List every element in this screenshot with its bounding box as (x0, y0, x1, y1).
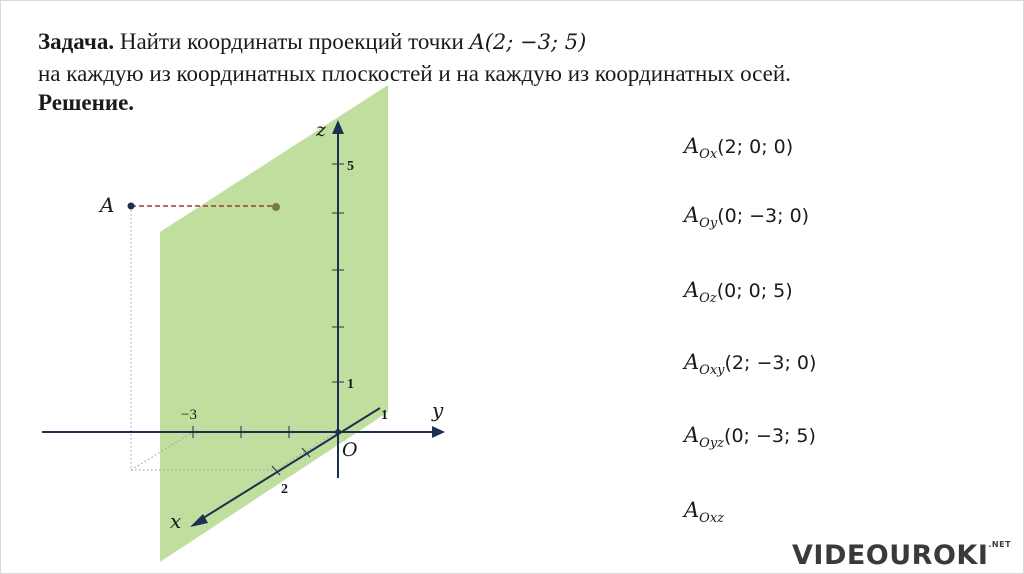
answer-ox (684, 134, 793, 162)
answer-oyz (684, 423, 816, 451)
answer-subscript: Oy (699, 215, 718, 231)
y-axis-arrow-icon (432, 426, 445, 438)
tick-label-neg3: −3 (181, 407, 197, 423)
logo-text: VIDEOUROKI (792, 540, 989, 571)
origin-point (335, 429, 341, 435)
answer-coords: (0; −3; 0) (717, 205, 810, 227)
answer-oz (684, 278, 793, 306)
axis-z-label: z (316, 119, 327, 141)
answer-subscript: Ox (699, 146, 718, 162)
axis-y-label: y (432, 398, 444, 422)
axis-x-label: x (170, 509, 182, 533)
tick-label-1-y: 1 (381, 408, 388, 423)
logo-suffix: .NET (988, 540, 1012, 549)
answer-subscript: Oz (699, 290, 717, 306)
answer-base: A (684, 423, 700, 447)
answers-list (684, 0, 984, 574)
answer-base: A (684, 203, 700, 227)
answer-subscript: Oxy (699, 362, 725, 378)
answer-base: A (684, 134, 700, 158)
answer-base: A (684, 498, 700, 522)
tick-label-2: 2 (281, 482, 288, 497)
answer-coords: (2; −3; 0) (724, 352, 817, 374)
plane-oxz (160, 85, 388, 562)
problem-text: Найти координаты проекций точки (119, 29, 470, 54)
answer-base: A (684, 278, 700, 302)
answer-oy (684, 203, 809, 231)
answer-oxy (684, 350, 816, 378)
solution-label: Решение. (38, 90, 135, 115)
answer-subscript: Oxz (699, 510, 725, 526)
answer-coords: (0; −3; 5) (724, 425, 816, 447)
point-a-projection (272, 203, 280, 211)
point-a-label: A (100, 193, 115, 217)
problem-label: Задача. (38, 29, 115, 54)
problem-line-2: на каждую из координатных плоскостей и на каждую из координатных осей. (38, 61, 791, 86)
answer-base: A (684, 350, 700, 374)
answer-oxz (684, 498, 724, 526)
origin-label: O (342, 439, 358, 461)
answer-coords: (2; 0; 0) (717, 136, 794, 158)
answer-coords: (0; 0; 5) (716, 280, 793, 302)
answer-subscript: Oyz (699, 435, 725, 451)
point-expression: A(2; −3; 5) (469, 30, 587, 54)
videouroki-logo (792, 540, 1011, 571)
tick-label-5: 5 (347, 159, 354, 174)
tick-label-1-z: 1 (347, 377, 354, 392)
point-a (128, 203, 135, 210)
